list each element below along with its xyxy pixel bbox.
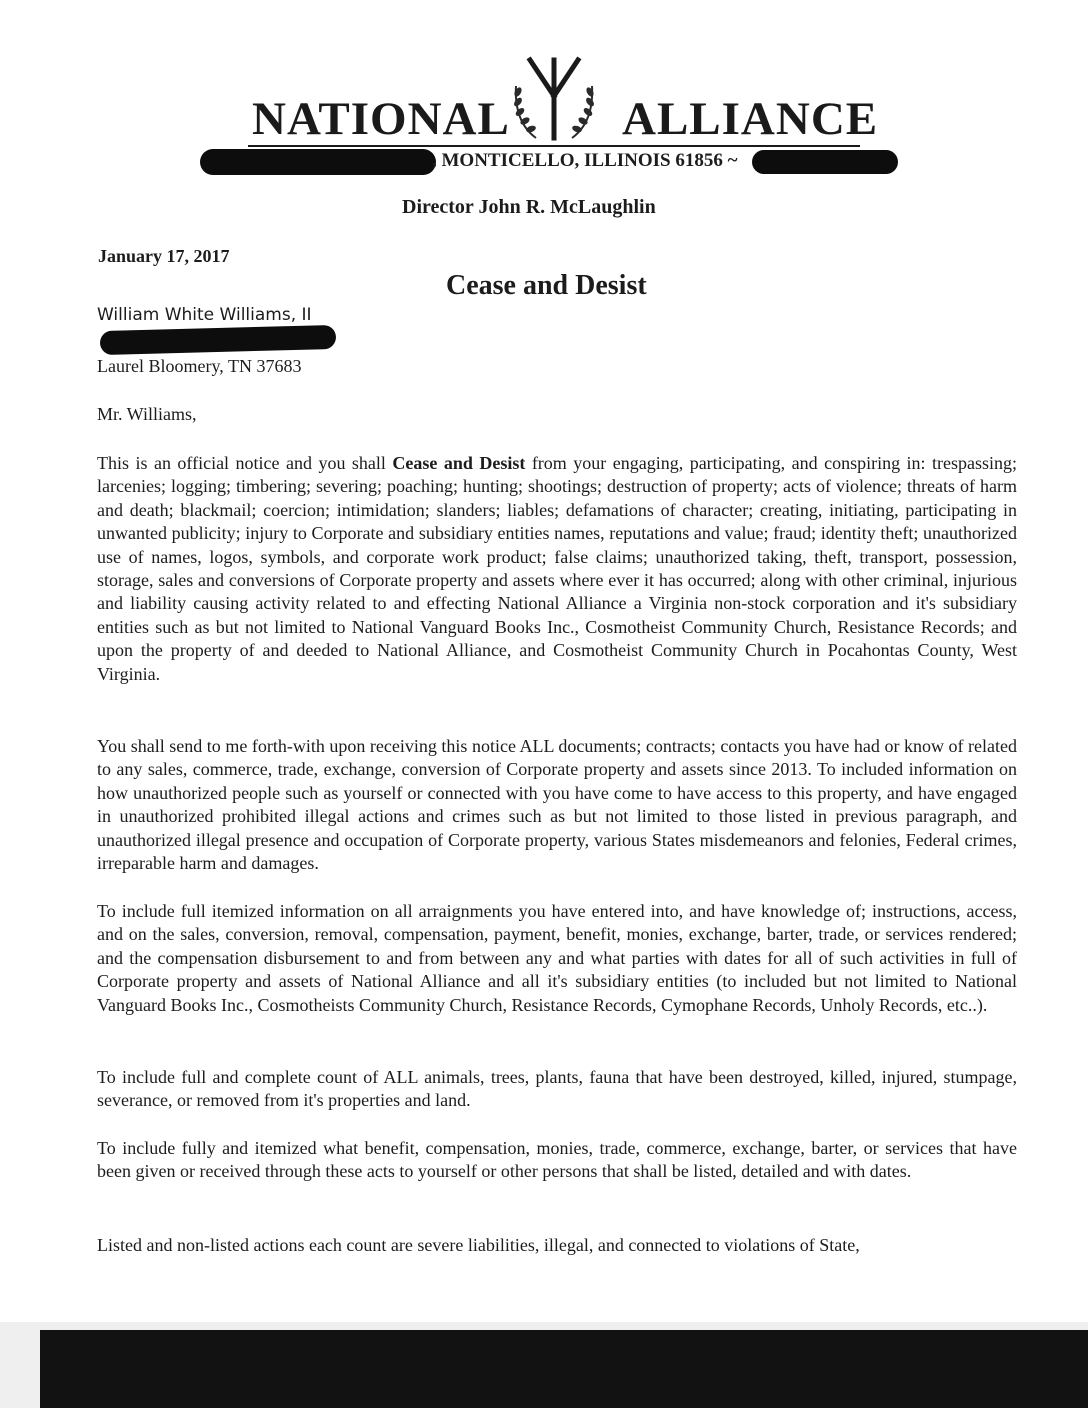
letter-heading: Cease and Desist — [446, 270, 647, 301]
paragraph-1-bold-phrase: Cease and Desist — [392, 453, 526, 473]
paragraph-1-body: from your engaging, participating, and conspiring in: trespassing; larcenies; logging; timbering; severing; poaching; hunting; shootings; destruction of property; acts of violence; threats of harm and death; blackmail; coercion; intimidation; slanders; liables; defamations of character; creating, initiating, participating in unwanted publicity; injury to Corporate and subsidiary entities names, reputations and value; fraud; identity theft; unauthorized use of names, logos, symbols, and corporate work product; false claims; unauthorized taking, theft, transport, possession, storage, sales and conversions of Corporate property and assets where ever it has occurred; along with other criminal, injurious and liability causing activity related to and effecting National Alliance a Virginia non-stock corporation and it's subsidiary entities such as but not limited to National Vanguard Books Inc., Cosmotheist Community Church, Resistance Records; and upon the property of and deeded to National Alliance, and Cosmotheist Community Church in Pocahontas County, West Virginia. — [97, 453, 1018, 684]
letterhead-org-left: NATIONAL — [252, 93, 510, 145]
scanner-shadow — [40, 1330, 1088, 1408]
paragraph-itemized-information: To include full itemized information on all arraignments you have entered into, and have knowledge of; instructions, access, and on the sales, conversion, removal, compensation, payment, benefit, monies, exchange, barter, trade, or services rendered; and the compensation disbursement to and from between any and what parties with dates for all of such activities in full of Corporate property and assets of National Alliance and all it's subsidiary entities (to included but not limited to National Vanguard Books Inc., Cosmotheists Community Church, Resistance Records, Cymophane Records, Unholy Records, etc..). — [97, 901, 1017, 1015]
letter-date: January 17, 2017 — [98, 246, 230, 266]
paragraph-1-intro: This is an official notice and you shall — [97, 453, 393, 473]
recipient-name: William White Williams, II — [97, 305, 312, 325]
letterhead-director: Director John R. McLaughlin — [402, 196, 656, 218]
letterhead-rule — [248, 145, 860, 147]
letterhead-org-right: ALLIANCE — [622, 93, 879, 145]
paragraph-documents-demand: You shall send to me forth-with upon receiving this notice ALL documents; contracts; contacts you have had or know of related to any sales, commerce, trade, exchange, conversion of Corporate property and assets since 2013. To included information on how unauthorized people such as yourself or connected with you have come to have access to this property, and have engaged in unauthorized prohibited illegal actions and crimes such as but not limited to those listed in previous paragraph, and unauthorized illegal presence and occupation of Corporate property, various States misdemeanors and felonies, Federal crimes, irreparable harm and damages. — [97, 736, 1017, 874]
recipient-city: Laurel Bloomery, TN 37683 — [97, 356, 302, 376]
paragraph-cease-and-desist — [97, 452, 1017, 686]
paragraph-benefits: To include fully and itemized what benefit, compensation, monies, trade, commerce, exchange, barter, or services that have been given or received through these acts to yourself or other persons that shall be listed, detailed and with dates. — [97, 1138, 1017, 1182]
salutation: Mr. Williams, — [97, 404, 197, 424]
paragraph-animal-count: To include full and complete count of ALL animals, trees, plants, fauna that have been destroyed, killed, injured, stumpage, severance, or removed from it's properties and land. — [97, 1067, 1017, 1111]
letterhead-address: , MONTICELLO, ILLINOIS 61856 ~ — [432, 150, 738, 171]
address-redaction-right — [752, 150, 898, 174]
recipient-street-redaction — [100, 325, 337, 355]
address-redaction-left — [200, 149, 436, 175]
life-rune-wreath-icon — [506, 46, 602, 146]
paragraph-liabilities: Listed and non-listed actions each count are severe liabilities, illegal, and connected to violations of State, — [97, 1235, 860, 1255]
